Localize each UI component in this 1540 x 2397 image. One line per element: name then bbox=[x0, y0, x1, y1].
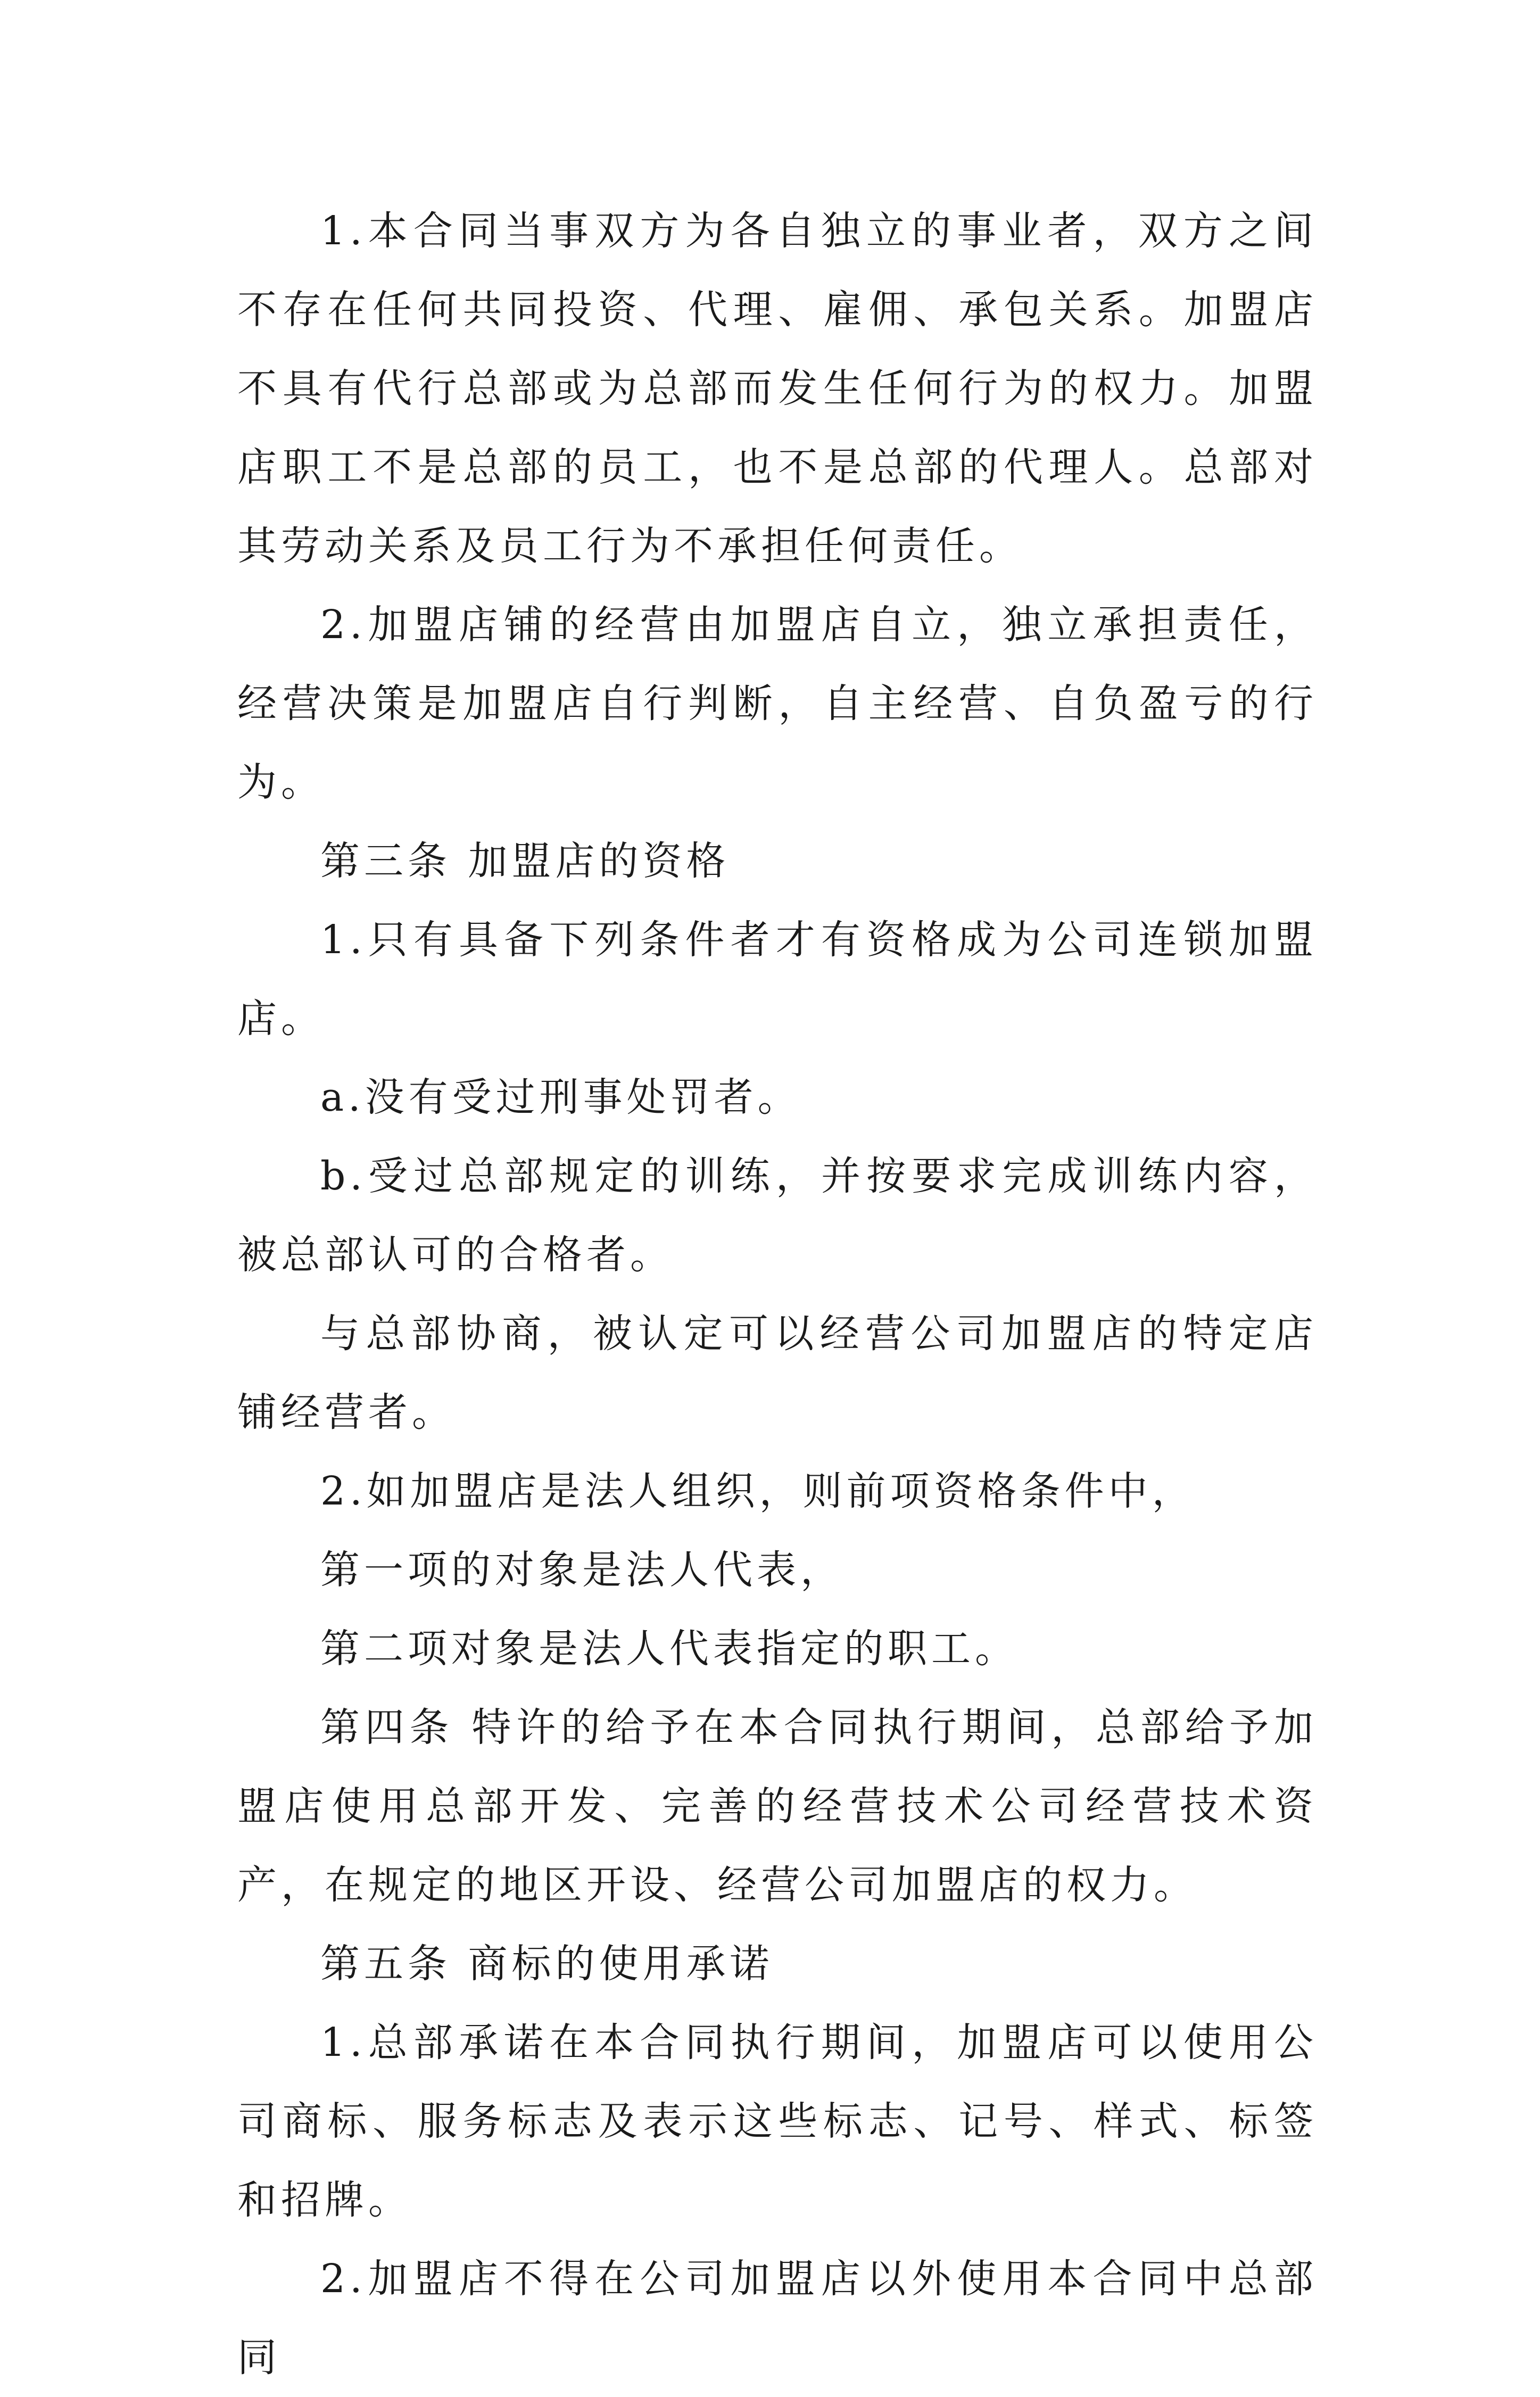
paragraph-store-operation: 2.加盟店铺的经营由加盟店自立，独立承担责任，经营决策是加盟店自行判断，自主经营、自负盈亏的行为。 bbox=[237, 602, 1318, 805]
paragraph-qualification-conditions: 1.只有具备下列条件者才有资格成为公司连锁加盟店。 bbox=[237, 917, 1318, 1042]
paragraph-trademark-restriction: 2.加盟店不得在公司加盟店以外使用本合同中总部同 bbox=[237, 2256, 1318, 2381]
paragraph-item-one-object: 第一项的对象是法人代表， bbox=[320, 1547, 844, 1593]
article-3-heading: 第三条 加盟店的资格 bbox=[320, 838, 730, 884]
paragraph-condition-c: 与总部协商，被认定可以经营公司加盟店的特定店铺经营者。 bbox=[237, 1311, 1318, 1435]
paragraph-independent-parties: 1.本合同当事双方为各自独立的事业者，双方之间不存在任何共同投资、代理、雇佣、承包关系。加盟店不具有代行总部或为总部而发生任何行为的权力。加盟店职工不是总部的员工，也不是总部的代理人。总部对其劳动关系及员工行为不承担任何责任。 bbox=[237, 208, 1318, 569]
paragraph-legal-entity: 2.如加盟店是法人组织，则前项资格条件中， bbox=[320, 1468, 1196, 1514]
paragraph-condition-a: a.没有受过刑事处罚者。 bbox=[320, 1074, 801, 1120]
article-5-heading: 第五条 商标的使用承诺 bbox=[320, 1941, 774, 1987]
paragraph-item-two-object: 第二项对象是法人代表指定的职工。 bbox=[320, 1626, 1019, 1672]
article-4-franchise-grant: 第四条 特许的给予在本合同执行期间，总部给予加盟店使用总部开发、完善的经营技术公司经营技术资产，在规定的地区开设、经营公司加盟店的权力。 bbox=[237, 1705, 1318, 1908]
paragraph-trademark-use: 1.总部承诺在本合同执行期间，加盟店可以使用公司商标、服务标志及表示这些标志、记号、样式、标签和招牌。 bbox=[237, 2020, 1318, 2223]
paragraph-condition-b: b.受过总部规定的训练，并按要求完成训练内容，被总部认可的合格者。 bbox=[237, 1153, 1318, 1278]
document-body bbox=[237, 192, 1318, 2397]
